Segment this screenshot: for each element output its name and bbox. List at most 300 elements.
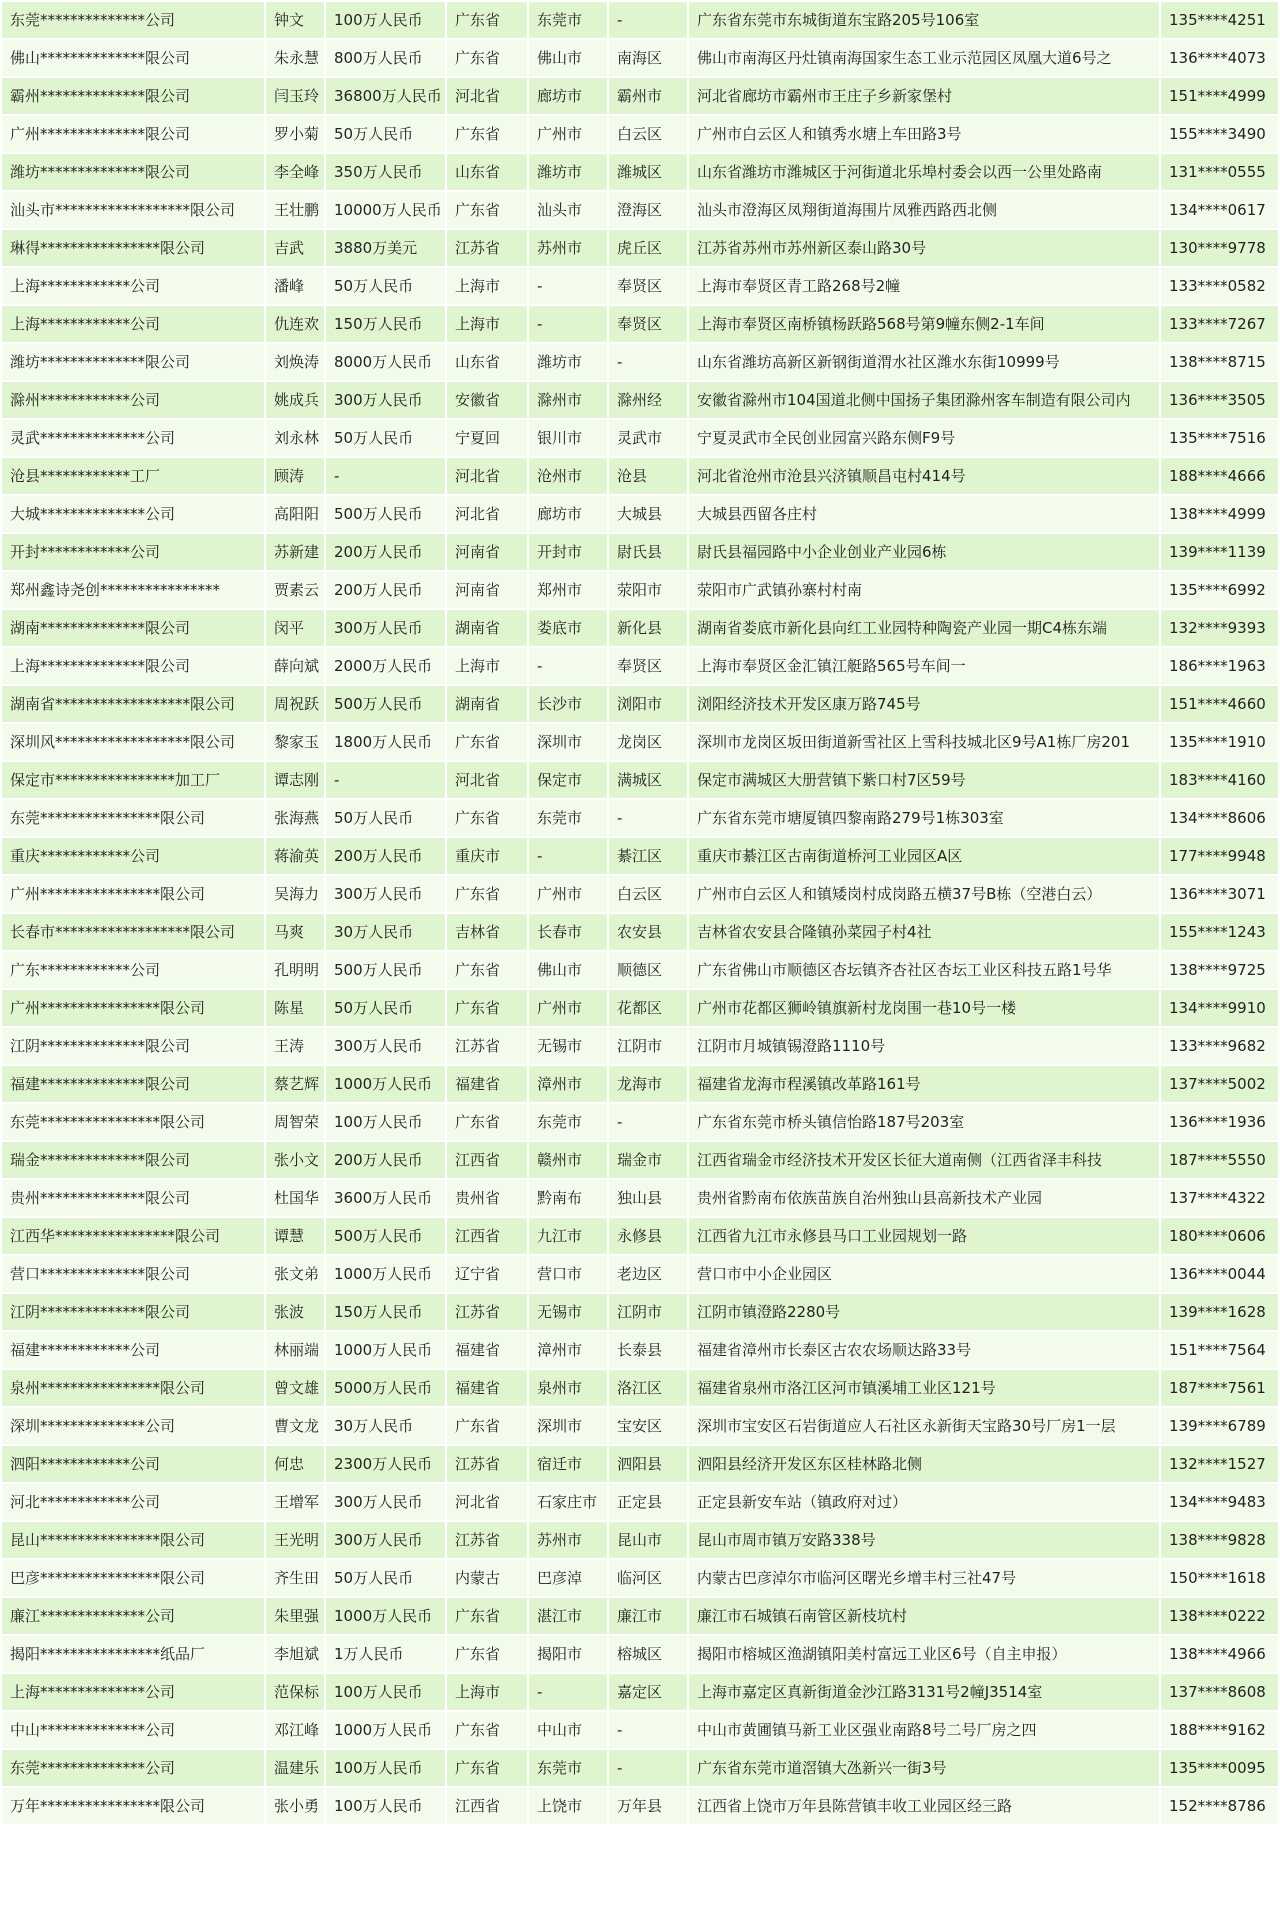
- phone-cell: 138****9725: [1161, 952, 1278, 988]
- province-cell: 广东省: [447, 876, 527, 912]
- address-cell: 汕头市澄海区凤翔街道海围片凤雅西路西北侧: [689, 192, 1159, 228]
- address-cell: 深圳市龙岗区坂田街道新雪社区上雪科技城北区9号A1栋厂房201: [689, 724, 1159, 760]
- address-cell: 揭阳市榕城区渔湖镇阳美村富远工业区6号（自主申报）: [689, 1636, 1159, 1672]
- company-name-cell: 灵武**************公司: [2, 420, 264, 456]
- province-cell: 广东省: [447, 1750, 527, 1786]
- city-cell: 赣州市: [529, 1142, 607, 1178]
- address-cell: 贵州省黔南布依族苗族自治州独山县高新技术产业园: [689, 1180, 1159, 1216]
- province-cell: 河北省: [447, 762, 527, 798]
- district-cell: 南海区: [609, 40, 687, 76]
- city-cell: 沧州市: [529, 458, 607, 494]
- registered-capital-cell: 500万人民币: [326, 1218, 445, 1254]
- province-cell: 宁夏回: [447, 420, 527, 456]
- registered-capital-cell: 300万人民币: [326, 1522, 445, 1558]
- company-name-cell: 重庆************公司: [2, 838, 264, 874]
- district-cell: 榕城区: [609, 1636, 687, 1672]
- district-cell: 沧县: [609, 458, 687, 494]
- registered-capital-cell: 50万人民币: [326, 268, 445, 304]
- legal-person-cell: 蔡艺辉: [266, 1066, 324, 1102]
- city-cell: 东莞市: [529, 1104, 607, 1140]
- registered-capital-cell: 1800万人民币: [326, 724, 445, 760]
- registered-capital-cell: 1000万人民币: [326, 1066, 445, 1102]
- address-cell: 山东省潍坊市潍城区于河街道北乐埠村委会以西一公里处路南: [689, 154, 1159, 190]
- company-name-cell: 中山**************公司: [2, 1712, 264, 1748]
- legal-person-cell: 曹文龙: [266, 1408, 324, 1444]
- registered-capital-cell: 200万人民币: [326, 1142, 445, 1178]
- company-name-cell: 滁州************公司: [2, 382, 264, 418]
- city-cell: 郑州市: [529, 572, 607, 608]
- address-cell: 山东省潍坊高新区新钢街道渭水社区潍水东街10999号: [689, 344, 1159, 380]
- table-row: [2, 838, 1278, 874]
- phone-cell: 188****9162: [1161, 1712, 1278, 1748]
- city-cell: 东莞市: [529, 800, 607, 836]
- table-row: [2, 40, 1278, 76]
- province-cell: 河南省: [447, 572, 527, 608]
- address-cell: 中山市黄圃镇马新工业区强业南路8号二号厂房之四: [689, 1712, 1159, 1748]
- phone-cell: 133****9682: [1161, 1028, 1278, 1064]
- registered-capital-cell: 100万人民币: [326, 1104, 445, 1140]
- address-cell: 河北省沧州市沧县兴济镇顺昌屯村414号: [689, 458, 1159, 494]
- district-cell: 洛江区: [609, 1370, 687, 1406]
- province-cell: 安徽省: [447, 382, 527, 418]
- phone-cell: 187****7561: [1161, 1370, 1278, 1406]
- phone-cell: 139****1628: [1161, 1294, 1278, 1330]
- registered-capital-cell: 100万人民币: [326, 1674, 445, 1710]
- legal-person-cell: 孔明明: [266, 952, 324, 988]
- table-row: [2, 762, 1278, 798]
- registered-capital-cell: 100万人民币: [326, 2, 445, 38]
- legal-person-cell: 马爽: [266, 914, 324, 950]
- table-row: [2, 1712, 1278, 1748]
- district-cell: 浏阳市: [609, 686, 687, 722]
- province-cell: 广东省: [447, 2, 527, 38]
- table-row: [2, 1104, 1278, 1140]
- district-cell: 奉贤区: [609, 306, 687, 342]
- phone-cell: 137****8608: [1161, 1674, 1278, 1710]
- legal-person-cell: 杜国华: [266, 1180, 324, 1216]
- table-row: [2, 1142, 1278, 1178]
- company-name-cell: 广州**************限公司: [2, 116, 264, 152]
- legal-person-cell: 曾文雄: [266, 1370, 324, 1406]
- city-cell: 广州市: [529, 876, 607, 912]
- company-name-cell: 万年****************限公司: [2, 1788, 264, 1824]
- company-name-cell: 昆山****************限公司: [2, 1522, 264, 1558]
- company-name-cell: 广州****************限公司: [2, 876, 264, 912]
- province-cell: 湖南省: [447, 610, 527, 646]
- table-row: [2, 1028, 1278, 1064]
- company-name-cell: 汕头市******************限公司: [2, 192, 264, 228]
- city-cell: 无锡市: [529, 1028, 607, 1064]
- province-cell: 江西省: [447, 1142, 527, 1178]
- district-cell: 老边区: [609, 1256, 687, 1292]
- table-row: [2, 724, 1278, 760]
- table-row: [2, 1294, 1278, 1330]
- table-row: [2, 686, 1278, 722]
- legal-person-cell: 范保标: [266, 1674, 324, 1710]
- province-cell: 江西省: [447, 1218, 527, 1254]
- legal-person-cell: 温建乐: [266, 1750, 324, 1786]
- legal-person-cell: 朱里强: [266, 1598, 324, 1634]
- registered-capital-cell: 3600万人民币: [326, 1180, 445, 1216]
- phone-cell: 136****3071: [1161, 876, 1278, 912]
- legal-person-cell: 贾素云: [266, 572, 324, 608]
- address-cell: 广州市白云区人和镇秀水塘上车田路3号: [689, 116, 1159, 152]
- phone-cell: 132****1527: [1161, 1446, 1278, 1482]
- city-cell: 石家庄市: [529, 1484, 607, 1520]
- legal-person-cell: 齐生田: [266, 1560, 324, 1596]
- phone-cell: 138****0222: [1161, 1598, 1278, 1634]
- district-cell: 灵武市: [609, 420, 687, 456]
- phone-cell: 132****9393: [1161, 610, 1278, 646]
- district-cell: 龙岗区: [609, 724, 687, 760]
- legal-person-cell: 钟文: [266, 2, 324, 38]
- address-cell: 上海市奉贤区金汇镇江艇路565号车间一: [689, 648, 1159, 684]
- legal-person-cell: 何忠: [266, 1446, 324, 1482]
- province-cell: 上海市: [447, 306, 527, 342]
- city-cell: 银川市: [529, 420, 607, 456]
- city-cell: 巴彦淖: [529, 1560, 607, 1596]
- table-row: [2, 1560, 1278, 1596]
- registered-capital-cell: 10000万人民币: [326, 192, 445, 228]
- table-row: [2, 496, 1278, 532]
- district-cell: -: [609, 1750, 687, 1786]
- province-cell: 广东省: [447, 724, 527, 760]
- province-cell: 河北省: [447, 496, 527, 532]
- company-name-cell: 贵州**************限公司: [2, 1180, 264, 1216]
- address-cell: 浏阳经济技术开发区康万路745号: [689, 686, 1159, 722]
- city-cell: 宿迁市: [529, 1446, 607, 1482]
- address-cell: 荥阳市广武镇孙寨村村南: [689, 572, 1159, 608]
- phone-cell: 150****1618: [1161, 1560, 1278, 1596]
- phone-cell: 155****3490: [1161, 116, 1278, 152]
- province-cell: 上海市: [447, 1674, 527, 1710]
- city-cell: 保定市: [529, 762, 607, 798]
- company-name-cell: 潍坊**************限公司: [2, 344, 264, 380]
- registered-capital-cell: 5000万人民币: [326, 1370, 445, 1406]
- province-cell: 山东省: [447, 344, 527, 380]
- district-cell: 荥阳市: [609, 572, 687, 608]
- registered-capital-cell: 30万人民币: [326, 914, 445, 950]
- address-cell: 广东省东莞市桥头镇信怡路187号203室: [689, 1104, 1159, 1140]
- city-cell: 湛江市: [529, 1598, 607, 1634]
- phone-cell: 135****0095: [1161, 1750, 1278, 1786]
- phone-cell: 151****7564: [1161, 1332, 1278, 1368]
- district-cell: 昆山市: [609, 1522, 687, 1558]
- legal-person-cell: 王光明: [266, 1522, 324, 1558]
- address-cell: 吉林省农安县合隆镇孙菜园子村4社: [689, 914, 1159, 950]
- district-cell: 龙海市: [609, 1066, 687, 1102]
- address-cell: 廉江市石城镇石南管区新枝坑村: [689, 1598, 1159, 1634]
- phone-cell: 131****0555: [1161, 154, 1278, 190]
- registered-capital-cell: 150万人民币: [326, 306, 445, 342]
- table-row: [2, 306, 1278, 342]
- registered-capital-cell: 300万人民币: [326, 876, 445, 912]
- district-cell: 大城县: [609, 496, 687, 532]
- district-cell: 澄海区: [609, 192, 687, 228]
- legal-person-cell: 周智荣: [266, 1104, 324, 1140]
- district-cell: 长泰县: [609, 1332, 687, 1368]
- legal-person-cell: 蒋渝英: [266, 838, 324, 874]
- table-row: [2, 2, 1278, 38]
- district-cell: 花都区: [609, 990, 687, 1026]
- province-cell: 江苏省: [447, 1522, 527, 1558]
- legal-person-cell: 黎家玉: [266, 724, 324, 760]
- province-cell: 内蒙古: [447, 1560, 527, 1596]
- table-row: [2, 914, 1278, 950]
- city-cell: 深圳市: [529, 1408, 607, 1444]
- table-row: [2, 1788, 1278, 1824]
- phone-cell: 137****4322: [1161, 1180, 1278, 1216]
- address-cell: 江苏省苏州市苏州新区泰山路30号: [689, 230, 1159, 266]
- district-cell: 万年县: [609, 1788, 687, 1824]
- registered-capital-cell: 1万人民币: [326, 1636, 445, 1672]
- city-cell: -: [529, 838, 607, 874]
- city-cell: 佛山市: [529, 952, 607, 988]
- legal-person-cell: 薛向斌: [266, 648, 324, 684]
- district-cell: 泗阳县: [609, 1446, 687, 1482]
- address-cell: 泗阳县经济开发区东区桂林路北侧: [689, 1446, 1159, 1482]
- city-cell: -: [529, 268, 607, 304]
- table-row: [2, 1370, 1278, 1406]
- registered-capital-cell: 300万人民币: [326, 382, 445, 418]
- district-cell: 瑞金市: [609, 1142, 687, 1178]
- city-cell: 漳州市: [529, 1066, 607, 1102]
- legal-person-cell: 潘峰: [266, 268, 324, 304]
- registered-capital-cell: -: [326, 458, 445, 494]
- registered-capital-cell: 150万人民币: [326, 1294, 445, 1330]
- city-cell: 揭阳市: [529, 1636, 607, 1672]
- company-name-cell: 营口**************限公司: [2, 1256, 264, 1292]
- address-cell: 广州市白云区人和镇矮岗村成岗路五横37号B栋（空港白云）: [689, 876, 1159, 912]
- city-cell: 汕头市: [529, 192, 607, 228]
- city-cell: 深圳市: [529, 724, 607, 760]
- company-name-cell: 广东************公司: [2, 952, 264, 988]
- province-cell: 河北省: [447, 78, 527, 114]
- registered-capital-cell: 50万人民币: [326, 116, 445, 152]
- address-cell: 广东省佛山市顺德区杏坛镇齐杏社区杏坛工业区科技五路1号华: [689, 952, 1159, 988]
- company-name-cell: 大城**************公司: [2, 496, 264, 532]
- phone-cell: 180****0606: [1161, 1218, 1278, 1254]
- address-cell: 河北省廊坊市霸州市王庄子乡新家堡村: [689, 78, 1159, 114]
- legal-person-cell: 吴海力: [266, 876, 324, 912]
- registered-capital-cell: 3880万美元: [326, 230, 445, 266]
- phone-cell: 137****5002: [1161, 1066, 1278, 1102]
- city-cell: -: [529, 306, 607, 342]
- table-row: [2, 1750, 1278, 1786]
- district-cell: 尉氏县: [609, 534, 687, 570]
- phone-cell: 155****1243: [1161, 914, 1278, 950]
- city-cell: 漳州市: [529, 1332, 607, 1368]
- table-row: [2, 192, 1278, 228]
- province-cell: 广东省: [447, 1712, 527, 1748]
- city-cell: 九江市: [529, 1218, 607, 1254]
- company-name-cell: 江西华****************限公司: [2, 1218, 264, 1254]
- legal-person-cell: 邓江峰: [266, 1712, 324, 1748]
- table-row: [2, 1180, 1278, 1216]
- address-cell: 上海市奉贤区青工路268号2幢: [689, 268, 1159, 304]
- province-cell: 江苏省: [447, 1028, 527, 1064]
- province-cell: 重庆市: [447, 838, 527, 874]
- address-cell: 上海市奉贤区南桥镇杨跃路568号第9幢东侧2-1车间: [689, 306, 1159, 342]
- address-cell: 广东省东莞市东城街道东宝路205号106室: [689, 2, 1159, 38]
- table-row: [2, 78, 1278, 114]
- district-cell: 虎丘区: [609, 230, 687, 266]
- company-name-cell: 上海************公司: [2, 268, 264, 304]
- legal-person-cell: 顾涛: [266, 458, 324, 494]
- city-cell: 中山市: [529, 1712, 607, 1748]
- registered-capital-cell: 100万人民币: [326, 1750, 445, 1786]
- company-name-cell: 东莞**************公司: [2, 1750, 264, 1786]
- phone-cell: 130****9778: [1161, 230, 1278, 266]
- phone-cell: 151****4999: [1161, 78, 1278, 114]
- phone-cell: 177****9948: [1161, 838, 1278, 874]
- province-cell: 广东省: [447, 116, 527, 152]
- company-name-cell: 上海************公司: [2, 306, 264, 342]
- district-cell: 滁州经: [609, 382, 687, 418]
- legal-person-cell: 张小勇: [266, 1788, 324, 1824]
- legal-person-cell: 王涛: [266, 1028, 324, 1064]
- company-name-cell: 湖南省******************限公司: [2, 686, 264, 722]
- city-cell: 潍坊市: [529, 154, 607, 190]
- table-row: [2, 1256, 1278, 1292]
- company-name-cell: 上海**************公司: [2, 1674, 264, 1710]
- city-cell: 滁州市: [529, 382, 607, 418]
- table-row: [2, 268, 1278, 304]
- district-cell: -: [609, 800, 687, 836]
- phone-cell: 151****4660: [1161, 686, 1278, 722]
- company-name-cell: 潍坊**************限公司: [2, 154, 264, 190]
- district-cell: 奉贤区: [609, 268, 687, 304]
- phone-cell: 133****0582: [1161, 268, 1278, 304]
- table-row: [2, 990, 1278, 1026]
- city-cell: 长沙市: [529, 686, 607, 722]
- district-cell: 独山县: [609, 1180, 687, 1216]
- registered-capital-cell: 300万人民币: [326, 1484, 445, 1520]
- province-cell: 广东省: [447, 40, 527, 76]
- city-cell: 上饶市: [529, 1788, 607, 1824]
- legal-person-cell: 吉武: [266, 230, 324, 266]
- phone-cell: 138****8715: [1161, 344, 1278, 380]
- province-cell: 福建省: [447, 1370, 527, 1406]
- table-row: [2, 1408, 1278, 1444]
- table-row: [2, 230, 1278, 266]
- legal-person-cell: 林丽端: [266, 1332, 324, 1368]
- address-cell: 营口市中小企业园区: [689, 1256, 1159, 1292]
- address-cell: 宁夏灵武市全民创业园富兴路东侧F9号: [689, 420, 1159, 456]
- company-name-cell: 霸州**************限公司: [2, 78, 264, 114]
- table-row: [2, 344, 1278, 380]
- phone-cell: 135****1910: [1161, 724, 1278, 760]
- registered-capital-cell: 1000万人民币: [326, 1256, 445, 1292]
- district-cell: 顺德区: [609, 952, 687, 988]
- company-name-cell: 河北************公司: [2, 1484, 264, 1520]
- registered-capital-cell: 800万人民币: [326, 40, 445, 76]
- province-cell: 广东省: [447, 1636, 527, 1672]
- registered-capital-cell: 500万人民币: [326, 496, 445, 532]
- company-name-cell: 琳得****************限公司: [2, 230, 264, 266]
- city-cell: 廊坊市: [529, 496, 607, 532]
- phone-cell: 134****9910: [1161, 990, 1278, 1026]
- province-cell: 上海市: [447, 268, 527, 304]
- registered-capital-cell: 30万人民币: [326, 1408, 445, 1444]
- table-row: [2, 610, 1278, 646]
- province-cell: 福建省: [447, 1332, 527, 1368]
- registered-capital-cell: 50万人民币: [326, 420, 445, 456]
- city-cell: -: [529, 648, 607, 684]
- company-name-cell: 郑州鑫诗尧创****************: [2, 572, 264, 608]
- table-row: [2, 458, 1278, 494]
- city-cell: 苏州市: [529, 230, 607, 266]
- phone-cell: 186****1963: [1161, 648, 1278, 684]
- address-cell: 福建省漳州市长泰区古农农场顺达路33号: [689, 1332, 1159, 1368]
- province-cell: 江苏省: [447, 230, 527, 266]
- city-cell: 开封市: [529, 534, 607, 570]
- table-body: [2, 2, 1278, 1824]
- address-cell: 福建省龙海市程溪镇改革路161号: [689, 1066, 1159, 1102]
- district-cell: 宝安区: [609, 1408, 687, 1444]
- province-cell: 广东省: [447, 1104, 527, 1140]
- registered-capital-cell: 1000万人民币: [326, 1332, 445, 1368]
- company-name-cell: 泉州****************限公司: [2, 1370, 264, 1406]
- phone-cell: 134****9483: [1161, 1484, 1278, 1520]
- province-cell: 贵州省: [447, 1180, 527, 1216]
- registered-capital-cell: 300万人民币: [326, 610, 445, 646]
- city-cell: -: [529, 1674, 607, 1710]
- table-row: [2, 382, 1278, 418]
- address-cell: 深圳市宝安区石岩街道应人石社区永新街天宝路30号厂房1一层: [689, 1408, 1159, 1444]
- city-cell: 廊坊市: [529, 78, 607, 114]
- phone-cell: 139****1139: [1161, 534, 1278, 570]
- legal-person-cell: 谭慧: [266, 1218, 324, 1254]
- registered-capital-cell: 100万人民币: [326, 1788, 445, 1824]
- phone-cell: 187****5550: [1161, 1142, 1278, 1178]
- company-name-cell: 上海**************限公司: [2, 648, 264, 684]
- legal-person-cell: 苏新建: [266, 534, 324, 570]
- legal-person-cell: 高阳阳: [266, 496, 324, 532]
- registered-capital-cell: 50万人民币: [326, 990, 445, 1026]
- table-row: [2, 1484, 1278, 1520]
- company-name-cell: 长春市******************限公司: [2, 914, 264, 950]
- phone-cell: 138****4999: [1161, 496, 1278, 532]
- table-row: [2, 116, 1278, 152]
- legal-person-cell: 张波: [266, 1294, 324, 1330]
- address-cell: 湖南省娄底市新化县向红工业园特种陶瓷产业园一期C4栋东端: [689, 610, 1159, 646]
- company-name-cell: 佛山**************限公司: [2, 40, 264, 76]
- city-cell: 广州市: [529, 116, 607, 152]
- registered-capital-cell: 1000万人民币: [326, 1712, 445, 1748]
- registered-capital-cell: 8000万人民币: [326, 344, 445, 380]
- province-cell: 福建省: [447, 1066, 527, 1102]
- province-cell: 河北省: [447, 1484, 527, 1520]
- address-cell: 江阴市镇澄路2280号: [689, 1294, 1159, 1330]
- company-name-cell: 开封************公司: [2, 534, 264, 570]
- company-name-cell: 沧县************工厂: [2, 458, 264, 494]
- district-cell: 永修县: [609, 1218, 687, 1254]
- table-row: [2, 1446, 1278, 1482]
- phone-cell: 136****0044: [1161, 1256, 1278, 1292]
- company-name-cell: 东莞****************限公司: [2, 1104, 264, 1140]
- province-cell: 广东省: [447, 192, 527, 228]
- address-cell: 江西省上饶市万年县陈营镇丰收工业园区经三路: [689, 1788, 1159, 1824]
- address-cell: 安徽省滁州市104国道北侧中国扬子集团滁州客车制造有限公司内: [689, 382, 1159, 418]
- district-cell: -: [609, 344, 687, 380]
- phone-cell: 135****4251: [1161, 2, 1278, 38]
- city-cell: 泉州市: [529, 1370, 607, 1406]
- district-cell: 满城区: [609, 762, 687, 798]
- phone-cell: 139****6789: [1161, 1408, 1278, 1444]
- phone-cell: 135****6992: [1161, 572, 1278, 608]
- city-cell: 东莞市: [529, 2, 607, 38]
